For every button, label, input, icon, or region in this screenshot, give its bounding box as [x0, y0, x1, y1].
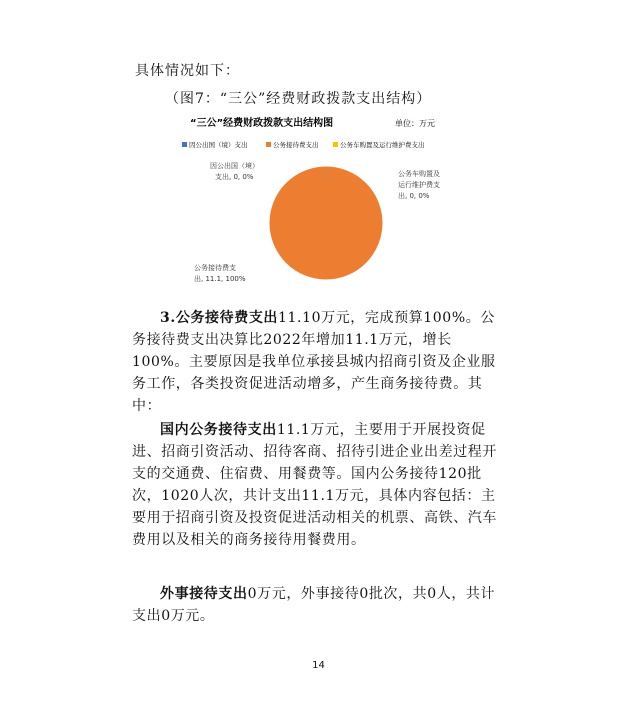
data-label-vehicle-line3: 出, 0, 0% [398, 192, 430, 200]
data-label-outbound-line1: 因公出国（境） [210, 162, 259, 170]
legend-label-0: 因公出国（境）支出 [189, 141, 248, 149]
data-label-vehicle-line2: 运行维护费支 [398, 181, 440, 189]
paragraph-reception-body: 11.10万元，完成预算100%。公务接待费支出决算比2022年增加11.1万元，增长100%。主要原因是我单位承接县城内招商引资及企业服务工作，各类投资促进活动增多，产生商务接待费。其中： [132, 310, 496, 414]
paragraph-foreign-reception [132, 583, 502, 627]
pie-chart-svg [180, 108, 470, 288]
figure-caption: （图7：“三公”经费财政拨款支出结构） [165, 91, 432, 107]
paragraph-reception-heading: 3.公务接待费支出 [160, 310, 279, 326]
chart-unit-label: 单位：万元 [395, 119, 435, 128]
chart-title: “三公”经费财政拨款支出结构图 [190, 118, 334, 129]
legend-swatch-1 [266, 142, 271, 147]
data-label-reception-line1: 公务接待费支 [194, 264, 236, 272]
legend-label-2: 公务车购置及运行维护费支出 [340, 141, 425, 149]
paragraph-domestic-reception [132, 419, 502, 551]
legend-swatch-0 [182, 142, 187, 147]
page-number: 14 [312, 660, 325, 671]
data-label-outbound-line2: 支出, 0, 0% [215, 173, 254, 181]
pie-chart [180, 108, 470, 288]
paragraph-foreign-body: 0万元，外事接待0批次，共0人，共计支出0万元。 [132, 586, 496, 624]
pie-slice-1 [269, 166, 383, 280]
legend-label-1: 公务接待费支出 [273, 141, 319, 149]
pie-slices [269, 166, 383, 280]
legend-swatch-2 [333, 142, 338, 147]
intro-text: 具体情况如下： [135, 63, 240, 79]
data-label-vehicle-line1: 公务车购置及 [398, 170, 440, 178]
paragraph-domestic-body: 11.1万元，主要用于开展投资促进、招商引资活动、招待客商、招待引进企业出差过程开支的交通费、住宿费、用餐费等。国内公务接待120批次，1020人次，共计支出11.1万元，具体内容包括：主要用于招商引资及投资促进活动相关的机票、高铁、汽车费用以及相关的商务接待用餐费用。 [132, 422, 497, 548]
paragraph-reception-expense [132, 307, 502, 417]
paragraph-foreign-heading: 外事接待支出 [160, 586, 248, 602]
paragraph-domestic-heading: 国内公务接待支出 [160, 422, 277, 438]
data-label-reception-line2: 出, 11.1, 100% [194, 275, 246, 283]
